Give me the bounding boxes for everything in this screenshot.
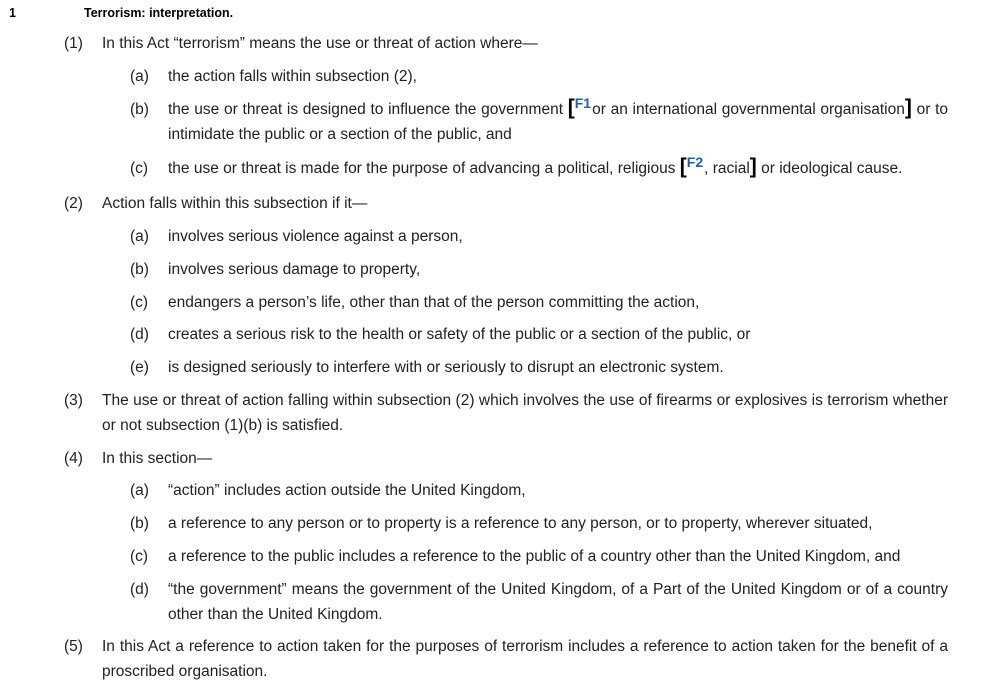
subsection-number: (1): [64, 35, 83, 52]
subsection-text: In this section—: [102, 450, 213, 467]
paragraph-number: (d): [130, 581, 149, 598]
paragraph-text: “the government” means the government of the United Kingdom, of a Part of the United Kingdom or of a country other than the United Kingdom.: [168, 581, 948, 623]
paragraph-text: endangers a person’s life, other than that of the person committing the action,: [168, 294, 700, 311]
subsection-number: (4): [64, 450, 83, 467]
inserted-text: , racial: [704, 160, 750, 177]
subsection-text: In this Act “terrorism” means the use or threat of action where—: [102, 35, 538, 52]
amendment-close-bracket: ]: [749, 155, 757, 178]
paragraph-number: (a): [130, 482, 149, 499]
paragraph-number: (a): [130, 228, 149, 245]
subsection-text: In this Act a reference to action taken for the purposes of terrorism includes a reference to action taken for the benefit of a proscribed organisation.: [102, 638, 948, 680]
text-after: or to intimidate the public or a section of the public, and: [168, 101, 949, 143]
paragraph-text: [168, 95, 949, 147]
paragraph-text: [168, 154, 948, 182]
paragraph-text: “action” includes action outside the United Kingdom,: [168, 482, 526, 499]
subsection-number: (3): [64, 392, 83, 409]
paragraph-number: (a): [130, 68, 149, 85]
paragraph-text: involves serious violence against a person,: [168, 228, 463, 245]
text-before: the use or threat is designed to influence the government: [168, 101, 568, 118]
paragraph-text: a reference to the public includes a reference to the public of a country other than the United Kingdom, and: [168, 548, 901, 565]
subsection-text: Action falls within this subsection if it—: [102, 195, 368, 212]
paragraph-number: (c): [130, 294, 149, 311]
paragraph-number: (c): [130, 548, 149, 565]
amendment-open-bracket: [: [567, 96, 575, 119]
paragraph-number: (d): [130, 326, 149, 343]
subsection-number: (5): [64, 638, 83, 655]
section-number: 1: [9, 6, 16, 20]
footnote-link-f1[interactable]: F1: [574, 95, 592, 111]
paragraph-number: (e): [130, 359, 149, 376]
amendment-close-bracket: ]: [904, 96, 912, 119]
paragraph-text: creates a serious risk to the health or safety of the public or a section of the public, or: [168, 326, 751, 343]
subsection-number: (2): [64, 195, 83, 212]
paragraph-text: involves serious damage to property,: [168, 261, 421, 278]
paragraph-number: (b): [130, 261, 149, 278]
paragraph-number: (c): [130, 160, 149, 177]
paragraph-number: (b): [130, 515, 149, 532]
section-title: Terrorism: interpretation.: [84, 6, 234, 20]
subsection-text: The use or threat of action falling within subsection (2) which involves the use of firearms or explosives is terrorism whether or not subsection (1)(b) is satisfied.: [102, 392, 948, 434]
paragraph-text: a reference to any person or to property is a reference to any person, or to property, wherever situated,: [168, 515, 873, 532]
text-after: or ideological cause.: [756, 160, 903, 177]
footnote-link-f2[interactable]: F2: [686, 154, 704, 170]
inserted-text: or an international governmental organisation: [592, 101, 905, 118]
paragraph-text: is designed seriously to interfere with or seriously to disrupt an electronic system.: [168, 359, 724, 376]
text-before: the use or threat is made for the purpose of advancing a political, religious: [168, 160, 680, 177]
paragraph-text: the action falls within subsection (2),: [168, 68, 417, 85]
paragraph-number: (b): [130, 101, 149, 118]
amendment-open-bracket: [: [679, 155, 687, 178]
